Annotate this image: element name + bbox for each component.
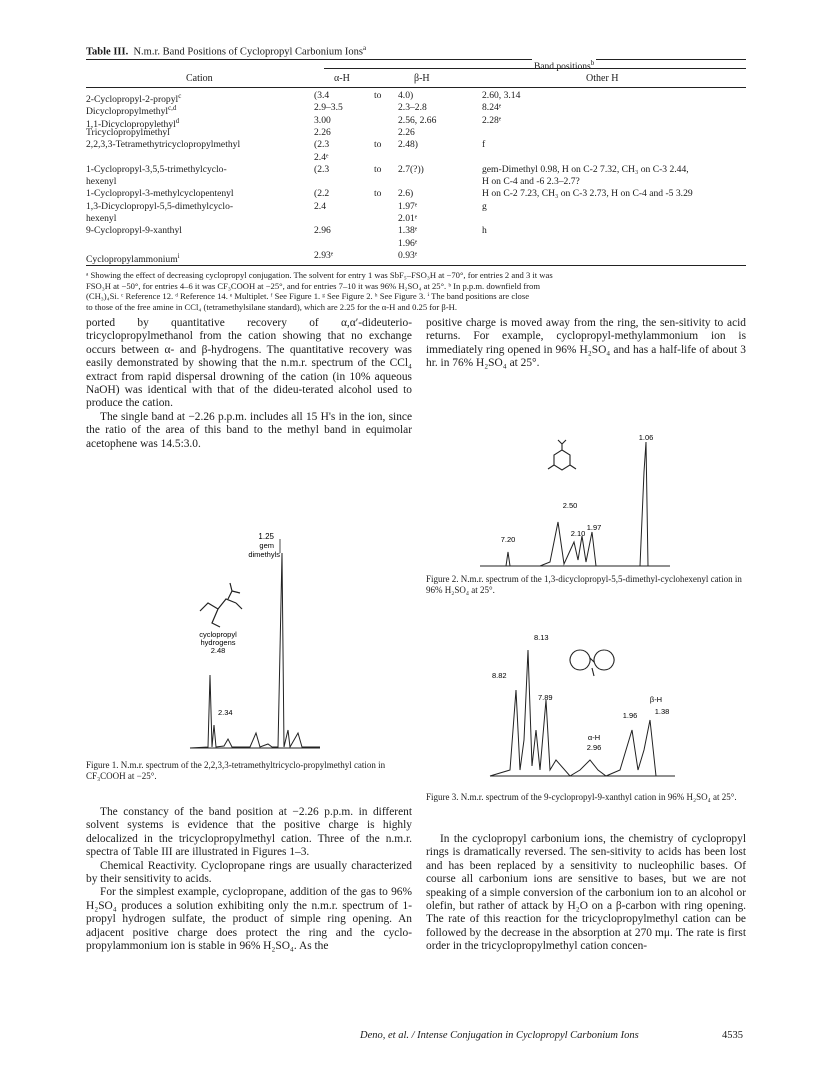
- peak-label: 1.97: [586, 523, 602, 532]
- right-column-top: [426, 317, 746, 371]
- peak-label: 7.20: [500, 535, 516, 544]
- peak-label: hydrogens: [200, 638, 236, 647]
- col-header-cation: Cation: [186, 73, 213, 84]
- table-cell-alpha: 2.4ᵉ: [314, 151, 329, 163]
- table-cell-cation: 1-Cyclopropyl-3,5,5-trimethylcyclo-: [86, 163, 227, 175]
- table-cell-alpha: (2.3: [314, 163, 330, 175]
- table-cell-cation: hexenyl: [86, 176, 117, 188]
- peak-label: 2.50: [562, 501, 578, 510]
- peak-label: 2.48: [210, 646, 226, 655]
- table-cell-cation: 9-Cyclopropyl-9-xanthyl: [86, 225, 182, 237]
- figure-2-caption: Figure 2. N.m.r. spectrum of the 1,3-dicyclopropyl-5,5-dimethyl-cyclohexenyl cation in 96% H₂SO₄ at 25°.: [426, 574, 742, 595]
- footnote-line: ᵃ Showing the effect of decreasing cyclopropyl conjugation. The solvent for entry 1 was SbF₅–FSO₃H at −70°, for entries 2 and 3 it was: [86, 270, 553, 280]
- footnote-marker: c: [178, 92, 182, 100]
- table-title: Table III. N.m.r. Band Positions of Cyclopropyl Carbonium Ions$^a$: [86, 44, 367, 58]
- table-cell-cation: Dicyclopropylmethyl$^{c,d}$: [86, 104, 177, 118]
- molecule-structure-icon: [570, 650, 614, 676]
- peak-label: cyclopropyl: [199, 630, 237, 639]
- table-cell-other: h: [482, 225, 487, 237]
- peak-label: 8.13: [534, 633, 549, 642]
- peak-label: 2.96: [586, 743, 602, 752]
- left-column-top: [86, 317, 412, 451]
- table-cell-alpha: 2.4: [314, 200, 326, 212]
- table-cell-alpha: 3.00: [314, 114, 331, 126]
- table-cell-beta: 4.0): [398, 90, 414, 101]
- paragraph: For the simplest example, cyclopropane, addition of the gas to 96% H₂SO₄ produces a solution exhibiting only the n.m.r. spectrum of 1-propyl hydrogen sulfate, the product of simple ring opening. An adjacent positive charge does protect the ring and the cyclo-propylammonium ion is stable in 96% H₂SO₄. As the: [86, 886, 412, 953]
- spectrum-trace: [490, 650, 675, 776]
- peak-label: β-H: [649, 695, 663, 704]
- table-cell-cation: Cyclopropylammonium$^i$: [86, 251, 180, 266]
- peak-label: 1.06: [638, 433, 654, 442]
- footnote-line: to those of the free amine in CCl₄ (tetramethylsilane standard), which are 2.25 for the α-H and 0.25 for β-H.: [86, 301, 458, 312]
- footnote-line: FSO₃H at −50°, for entries 4–6 it was CF₃COOH at −25°, and for entries 7–10 it was 96% H₂SO₄ at 25°. ᵇ In p.p.m. downfield from: [86, 280, 541, 291]
- table-cell-other: H on C-2 7.23, CH₃ on C-3 2.73, H on C-4 and -5 3.29: [482, 188, 693, 200]
- paragraph: Chemical Reactivity. Cyclopropane rings are usually characterized by their sensitivity to acids.: [86, 859, 412, 886]
- figure-3-caption: Figure 3. N.m.r. spectrum of the 9-cyclopropyl-9-xanthyl cation in 96% H₂SO₄ at 25°.: [426, 792, 737, 802]
- table-cell-cation: 1,3-Dicyclopropyl-5,5-dimethylcyclo-: [86, 200, 234, 212]
- peak-label: α-H: [587, 733, 601, 742]
- table-cell-beta: 2.26: [398, 126, 415, 138]
- col-header-alpha: α-H: [334, 73, 350, 84]
- table-cell-alpha: 2.9–3.5: [314, 102, 343, 114]
- peak-label: 2.34: [218, 708, 233, 717]
- molecule-structure-icon: [200, 583, 242, 627]
- table-cell-cation: 2-Cyclopropyl-2-propyl$^c$: [86, 92, 182, 106]
- footnote-marker: d: [175, 116, 180, 125]
- table-cell-other: H on C-4 and -6 2.3–2.7?: [482, 176, 580, 188]
- table-cell-other: gem-Dimethyl 0.98, H on C-2 7.32, CH₃ on C-3 2.44,: [482, 163, 689, 175]
- peak-label: dimethyls: [248, 550, 280, 559]
- paragraph: ported by quantitative recovery of α,α′-dideuterio-tricyclopropylmethanol from the cation showing that no exchange occurs between α- and β-hydrogens. The quantitative recovery was easily demonstrated by showing that the n.m.r. spectrum of the CCl₄ extract from rapid dispersal drowning of the cation (in 10% aqueous NaOH) was identical with that of the dideu-terated alcohol used to produce the cation.: [86, 317, 412, 410]
- right-column-bottom: [426, 833, 746, 954]
- table-cell-alpha: (2.2: [314, 188, 330, 200]
- peak-label: 1.96: [622, 711, 638, 720]
- table-cell-beta: 2.01ᵉ: [398, 213, 418, 224]
- figure-1-spectrum: [170, 525, 330, 755]
- running-head: Deno, et al. / Intense Conjugation in Cyclopropyl Carbonium Ions: [360, 1030, 639, 1041]
- spectrum-trace: [190, 553, 320, 748]
- table-cell-alpha: 2.93ᵉ: [314, 249, 334, 261]
- footnote-marker: i: [177, 251, 180, 260]
- peak-label: 8.82: [492, 671, 507, 680]
- table-cell-beta: 2.7(?)): [398, 163, 424, 175]
- peak-label: 7.89: [538, 693, 553, 702]
- page-number: 4535: [722, 1030, 743, 1041]
- table-cell-beta: 2.6): [398, 188, 414, 200]
- table-cell-cation: hexenyl: [86, 213, 117, 224]
- table-cell-cation: 1,1-Dicyclopropylethyl$^d$: [86, 116, 180, 130]
- table-cell-alpha-to: to: [374, 90, 382, 101]
- table-cell-other: g: [482, 200, 487, 212]
- table-cell-alpha-to: to: [374, 139, 382, 151]
- molecule-structure-icon: [548, 440, 576, 470]
- table-cell-beta: 0.93ᵉ: [398, 249, 418, 261]
- peak-label: 1.25: [258, 532, 274, 541]
- table-cell-alpha: 2.96: [314, 225, 331, 237]
- table-cell-beta: 2.56, 2.66: [398, 114, 437, 126]
- figure-2-spectrum: [470, 432, 680, 572]
- table-cell-cation: Tricyclopropylmethyl: [86, 126, 170, 138]
- paragraph: The single band at −2.26 p.p.m. includes all 15 H's in the ion, since the ratio of the area of this band to the methyl band in equimolar acetophene was 14.5:3.0.: [86, 410, 412, 450]
- table-cell-other: 2.28ᵉ: [482, 114, 502, 126]
- table-cell-beta: 1.97ᵉ: [398, 200, 418, 212]
- table-cell-cation: 2,2,3,3-Tetramethytricyclopropylmethyl: [86, 139, 241, 151]
- table-cell-other: 8.24ᵉ: [482, 102, 502, 114]
- table-cell-other: 2.60, 3.14: [482, 90, 521, 101]
- table-cell-beta: 2.48): [398, 139, 418, 151]
- table-cell-beta: 1.96ᵉ: [398, 237, 418, 249]
- peak-label: 1.38: [654, 707, 670, 716]
- table-cell-alpha-to: to: [374, 163, 382, 175]
- footnote-line: (CH₃)₄Si. ᶜ Reference 12. ᵈ Reference 14. ᵉ Multiplet. ᶠ See Figure 1. ᵍ See Figure 2. ʰ See Figure 3. ⁱ The band positions are close: [86, 291, 530, 302]
- paragraph: positive charge is moved away from the ring, the sen-sitivity to acid returns. For example, cyclopropyl-methylammonium ion is immediately ring opened in 96% H₂SO₄ and has a half-life of about 3 hr. in 76% H₂SO₄ at 25°.: [426, 317, 746, 370]
- figure-1-caption: Figure 1. N.m.r. spectrum of the 2,2,3,3-tetramethyltricyclo-propylmethyl cation in CF₃COOH at −25°.: [86, 760, 386, 781]
- table-cell-alpha: (3.4: [314, 90, 330, 101]
- figure-3-spectrum: [470, 620, 700, 780]
- table-footnotes: [86, 270, 746, 312]
- peak-label: 2.10: [570, 529, 586, 538]
- table-cell-cation: 1-Cyclopropyl-3-methylcyclopentenyl: [86, 188, 234, 200]
- table-cell-other: f: [482, 139, 486, 151]
- table-cell-alpha: (2.3: [314, 139, 330, 151]
- peak-label: gem: [259, 541, 274, 550]
- table-cell-alpha: 2.26: [314, 126, 331, 138]
- col-header-beta: β-H: [414, 73, 430, 84]
- table-cell-beta: 2.3–2.8: [398, 102, 427, 114]
- table-cell-alpha-to: to: [374, 188, 382, 200]
- left-column-bottom: [86, 806, 412, 953]
- col-header-other: Other H: [586, 73, 619, 84]
- band-positions-header: Band positions$^b$: [534, 59, 595, 73]
- paragraph: The constancy of the band position at −2.26 p.p.m. in different solvent systems is evidence that the positive charge is highly delocalized in the tricyclopropylmethyl cation. Three of the n.m.r. spectra of Table III are illustrated in Figures 1–3.: [86, 806, 412, 859]
- paragraph: In the cyclopropyl carbonium ions, the chemistry of cyclopropyl rings is dramatically reversed. The sen-sitivity to acids has been lost and has been replaced by a sensitivity to nucleophilic bases. Of course all carbonium ions are sensitive to bases, but we are not speaking of a simple conversion of the carbonium ion to an alcohol or olefin, but rather of attack by H₂O on a β-carbon with ring opening. The rate of this reaction for the tricyclopropylmethyl cation can be followed by the decrease in the absorption at 270 mμ. The rate is first order in the tricyclopropylmethyl cation concen-: [426, 833, 746, 953]
- footnote-marker: c,d: [168, 104, 177, 113]
- table-cell-beta: 1.38ᵉ: [398, 225, 418, 237]
